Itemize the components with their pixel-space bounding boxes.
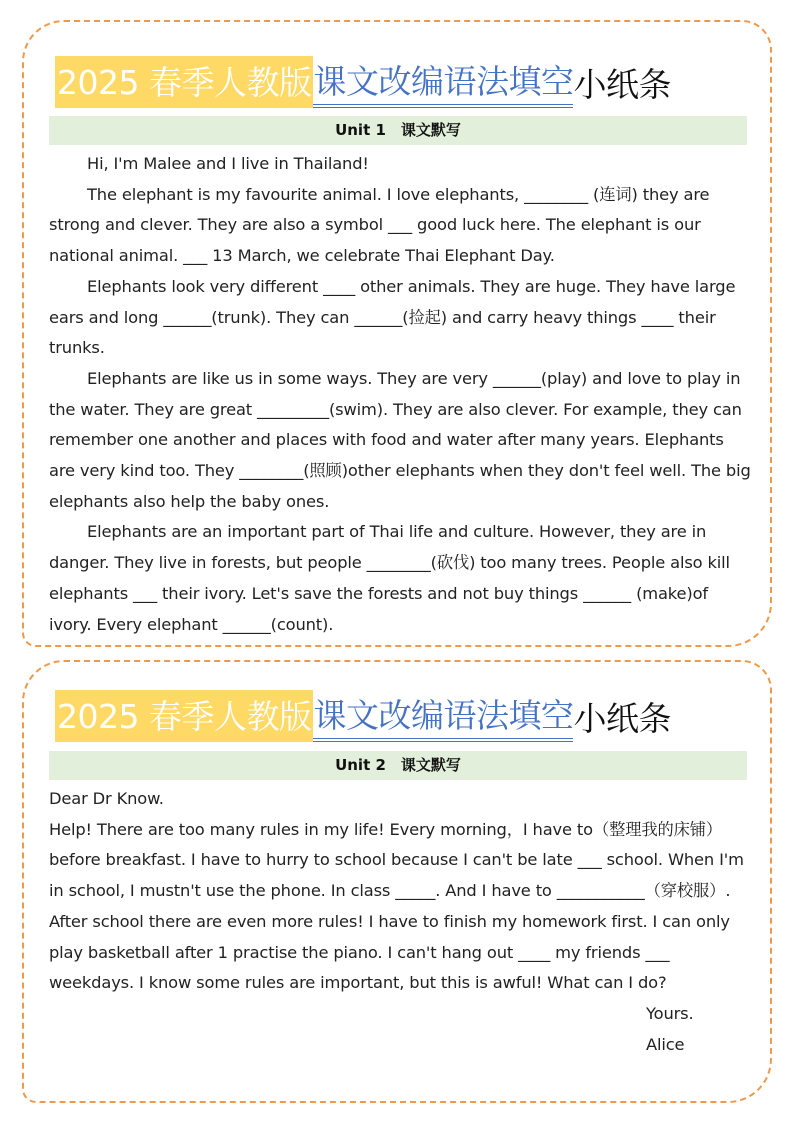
card-title <box>55 52 671 108</box>
closing: Yours. <box>646 1003 694 1023</box>
passage <box>49 149 751 640</box>
card-title <box>55 686 671 742</box>
letter <box>49 784 751 1060</box>
unit-heading: Unit 2 课文默写 <box>49 751 747 780</box>
paragraph: Elephants are like us in some ways. They are very ______(play) and love to play in the water. They are great _________(swim). They are also clever. For example, they can remember one another and places with food and water after many years. Elephants are very kind too. They ________(照顾)other elephants when they don't feel well. The big elephants also help the baby ones. <box>49 368 751 511</box>
paragraph: Help! There are too many rules in my life! Every morning，I have to（整理我的床铺） before breakfast. I have to hurry to school because I can't be late ___ school. When I'm in school, I mustn't use the phone. In class _____. And I have to ___________（穿校服）. <box>49 819 744 901</box>
card-unit-2 <box>22 660 772 1103</box>
paragraph: Elephants look very different ____ other animals. They are huge. They have large ears and long ______(trunk). They can ______(捡起) and carry heavy things ____ their trunks. <box>49 276 736 358</box>
title-highlight: 2025 春季人教版 <box>55 690 313 742</box>
card-unit-1 <box>22 20 772 647</box>
paragraph: Elephants are an important part of Thai life and culture. However, they are in danger. They live in forests, but people ________(砍伐) too many trees. People also kill elephants ___ their ivory. Let's save the forests and not buy things ______ (make)of ivory. Every elephant ______(count). <box>49 522 730 634</box>
title-highlight: 2025 春季人教版 <box>55 56 313 108</box>
title-link[interactable]: 课文改编语法填空 <box>313 60 573 108</box>
signature: Alice <box>646 1034 685 1054</box>
title-end: 小纸条 <box>573 699 671 738</box>
greeting: Dear Dr Know. <box>49 789 164 808</box>
paragraph: The elephant is my favourite animal. I love elephants, ________ (连词) they are strong and clever. They are also a symbol ___ good luck here. The elephant is our national animal. ___ 13 March, we celebrate Thai Elephant Day. <box>49 184 710 266</box>
paragraph: After school there are even more rules! I have to finish my homework first. I can only play basketball after 1 practise the piano. I can't hang out ____ my friends ___ weekdays. I know some rules are important, but this is awful! What can I do? <box>49 911 730 993</box>
paragraph: Hi, I'm Malee and I live in Thailand! <box>87 154 369 173</box>
unit-heading: Unit 1 课文默写 <box>49 116 747 145</box>
title-link[interactable]: 课文改编语法填空 <box>313 694 573 742</box>
title-end: 小纸条 <box>573 65 671 104</box>
